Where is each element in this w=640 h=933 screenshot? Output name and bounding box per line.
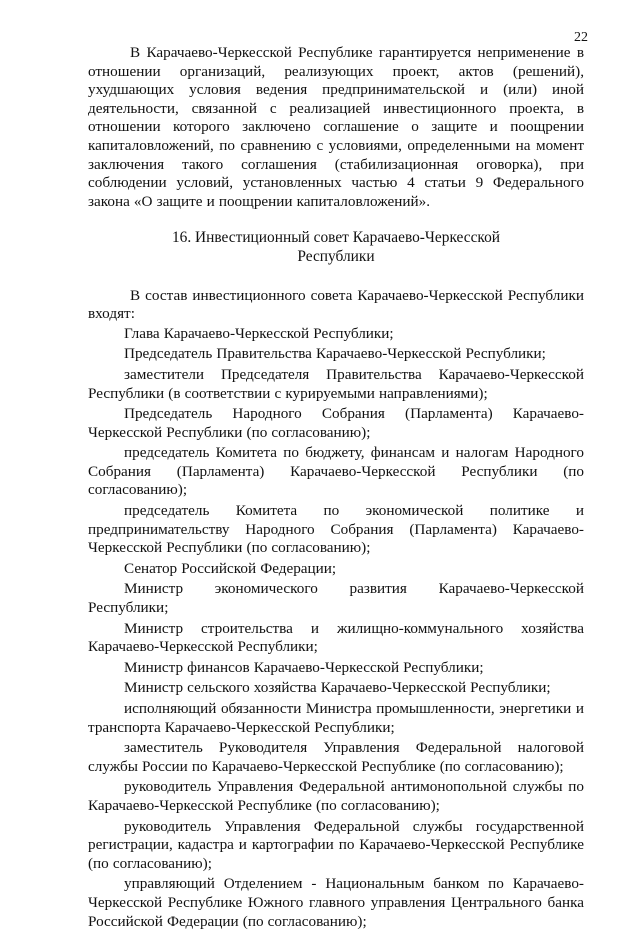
list-item: Глава Карачаево-Черкесской Республики;: [124, 324, 394, 342]
section-heading-line-2: Республики: [297, 247, 375, 265]
page-number: 22: [574, 30, 588, 45]
list-item: Председатель Народного Собрания (Парламента) Карачаево-Черкесской Республики (по согласованию);: [88, 405, 584, 441]
intro-paragraph: В Карачаево-Черкесской Республике гарантируется неприменение в отношении организаций, реализующих проект, актов (решений), ухудшающих условия ведения предпринимательской и (или) иной деятельности, связанной с реализацией инвестиционного проекта, в отношении которого заключено соглашение о защите и поощрении капиталовложений, по сравнению с условиями, определенными на момент заключения такого соглашения (стабилизационная оговорка), при соблюдении условий, установленных частью 4 статьи 9 Федерального закона «О защите и поощрении капиталовложений».: [88, 44, 584, 210]
council-members-list: [88, 325, 584, 931]
list-item: заместители Председателя Правительства Карачаево-Черкесской Республики (в соответствии с курируемыми направлениями);: [88, 365, 584, 402]
section-heading: [88, 229, 584, 266]
list-item: управляющий Отделением - Национальным банком по Карачаево-Черкесской Республике Южного главного управления Центрального банка Российской Федерации (по согласованию);: [88, 875, 584, 930]
document-body: [88, 44, 584, 933]
list-item: Сенатор Российской Федерации;: [124, 559, 337, 577]
list-item: Министр строительства и жилищно-коммунального хозяйства Карачаево-Черкесской Республики;: [88, 619, 584, 656]
list-item: заместитель Руководителя Управления Федеральной налоговой службы России по Карачаево-Черкесской Республике (по согласованию);: [88, 739, 584, 775]
list-item: председатель Комитета по экономической политике и предпринимательству Народного Собрания (Парламента) Карачаево-Черкесской Республики (по согласованию);: [88, 502, 584, 557]
list-item: Председатель Правительства Карачаево-Черкесской Республики;: [124, 345, 546, 363]
section-lead-paragraph: В состав инвестиционного совета Карачаево-Черкесской Республики входят:: [88, 286, 584, 323]
list-item: председатель Комитета по бюджету, финансам и налогам Народного Собрания (Парламента) Карачаево-Черкесской Республики (по согласованию);: [88, 444, 584, 499]
section-heading-line-1: 16. Инвестиционный совет Карачаево-Черкесской: [171, 229, 501, 247]
list-item: руководитель Управления Федеральной антимонопольной службы по Карачаево-Черкесской Республике (по согласованию);: [88, 778, 584, 814]
list-item: исполняющий обязанности Министра промышленности, энергетики и транспорта Карачаево-Черкесской Республики;: [88, 700, 584, 736]
list-item: руководитель Управления Федеральной службы государственной регистрации, кадастра и картографии по Карачаево-Черкесской Республике (по согласованию);: [88, 817, 584, 872]
list-item: Министр финансов Карачаево-Черкесской Республики;: [124, 658, 484, 676]
list-item: Министр сельского хозяйства Карачаево-Черкесской Республики;: [124, 679, 551, 697]
list-item: Министр экономического развития Карачаево-Черкесской Республики;: [88, 580, 584, 617]
